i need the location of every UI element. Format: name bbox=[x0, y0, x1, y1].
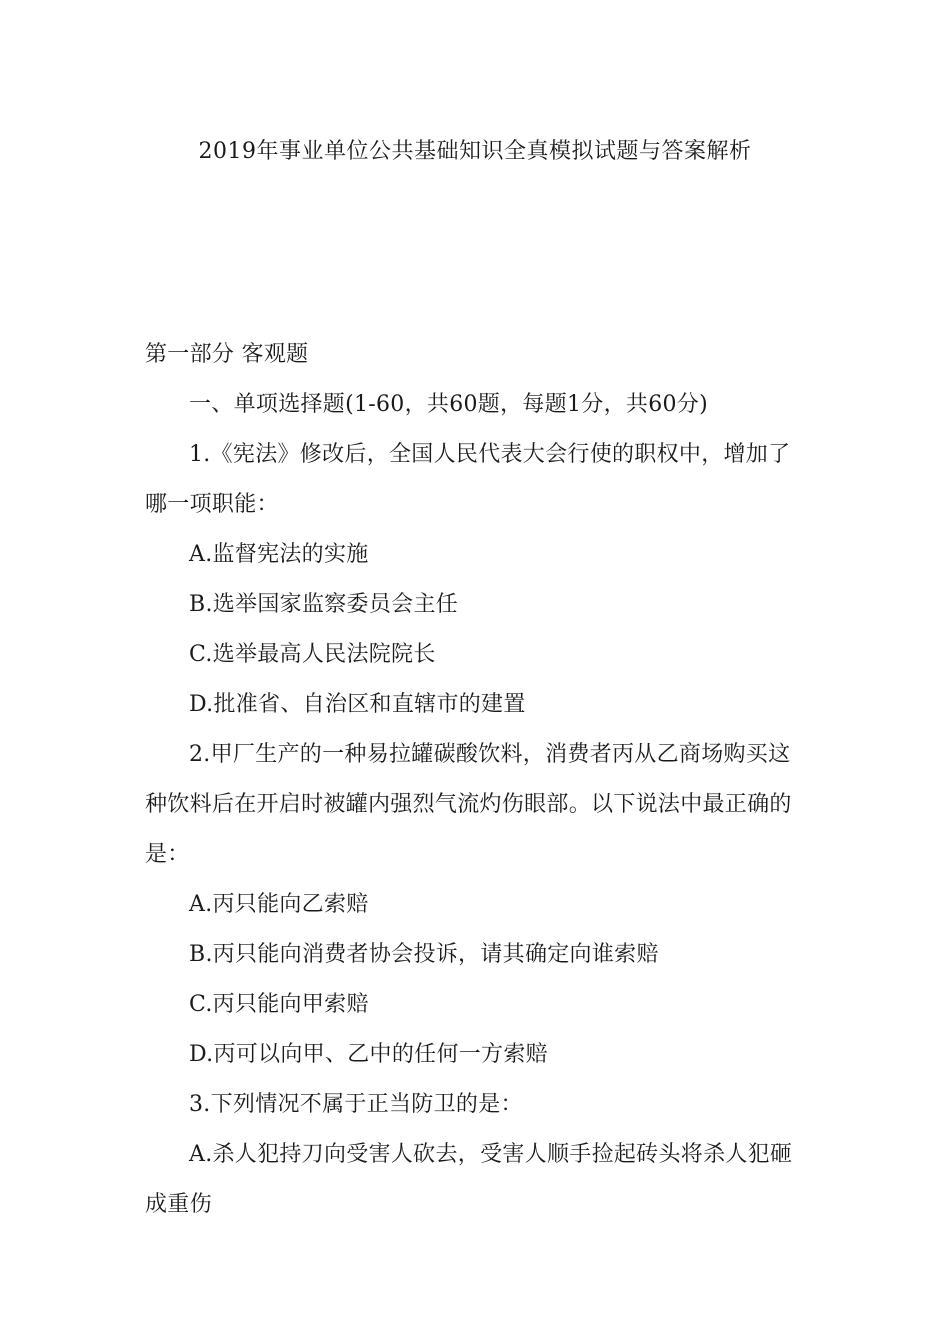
part-heading: 第一部分 客观题 bbox=[145, 342, 309, 367]
question-option: A.监督宪法的实施 bbox=[189, 542, 369, 567]
question-option: C.丙只能向甲索赔 bbox=[189, 992, 369, 1017]
question-option: D.批准省、自治区和直辖市的建置 bbox=[189, 692, 526, 717]
question-option: C.选举最高人民法院院长 bbox=[189, 642, 436, 667]
question-1 bbox=[145, 430, 805, 730]
question-stem: 2.甲厂生产的一种易拉罐碳酸饮料，消费者丙从乙商场购买这种饮料后在开启时被罐内强烈气流灼伤眼部。以下说法中最正确的是： bbox=[145, 742, 792, 867]
question-stem: 1.《宪法》修改后，全国人民代表大会行使的职权中，增加了哪一项职能： bbox=[145, 442, 791, 517]
question-option: A.杀人犯持刀向受害人砍去，受害人顺手捡起砖头将杀人犯砸成重伤 bbox=[145, 1142, 793, 1217]
question-option: B.选举国家监察委员会主任 bbox=[189, 592, 459, 617]
document-body bbox=[145, 330, 805, 1230]
section-heading: 一、单项选择题(1-60，共60题，每题1分，共60分) bbox=[189, 392, 708, 417]
question-option: A.丙只能向乙索赔 bbox=[189, 892, 369, 917]
question-option: B.丙只能向消费者协会投诉，请其确定向谁索赔 bbox=[189, 942, 659, 967]
question-3 bbox=[145, 1080, 805, 1230]
question-stem: 3.下列情况不属于正当防卫的是： bbox=[189, 1092, 523, 1117]
question-option: D.丙可以向甲、乙中的任何一方索赔 bbox=[189, 1042, 548, 1067]
question-2 bbox=[145, 730, 805, 1080]
document-title: 2019年事业单位公共基础知识全真模拟试题与答案解析 bbox=[198, 139, 752, 164]
